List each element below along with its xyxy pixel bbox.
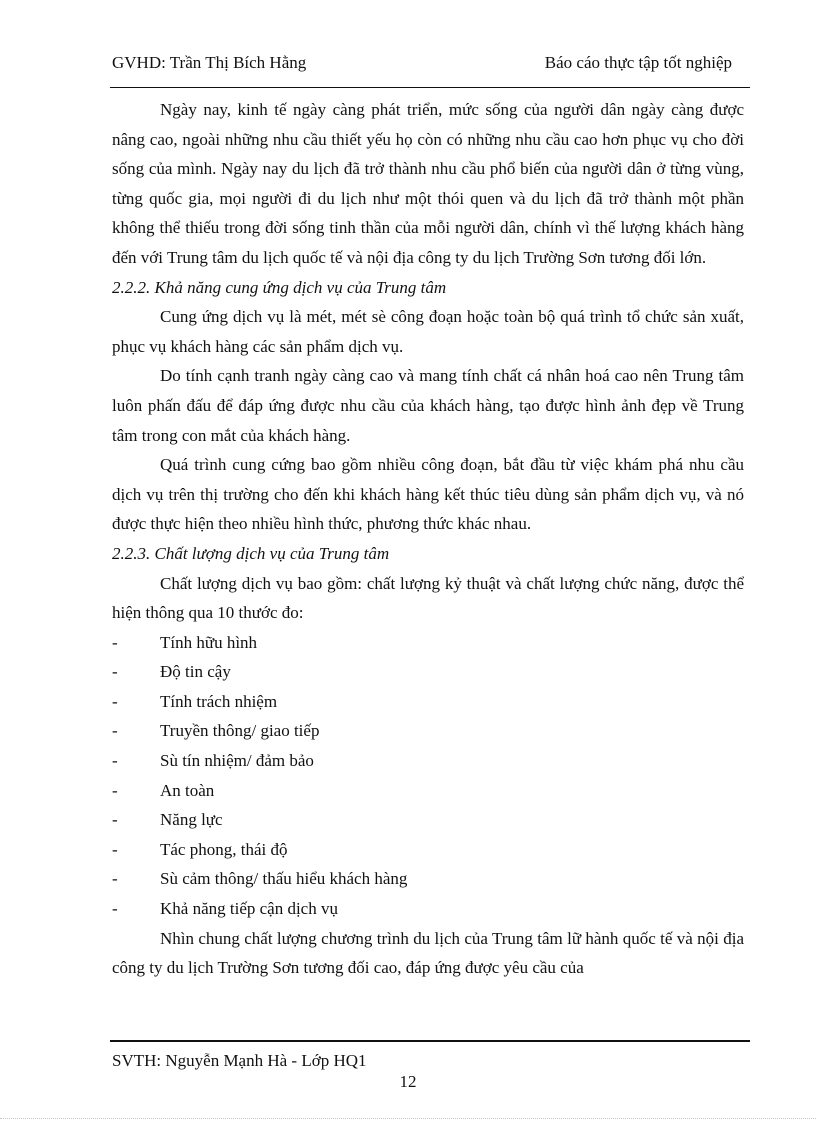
paragraph-intro: Ngày nay, kinh tế ngày càng phát triển, mức sống của người dân ngày càng được nâng cao, ngoài những nhu cầu thiết yếu họ còn có những nhu cầu cao hơn phục vụ cho đời sống của mình. Ngày nay du lịch đã trở thành nhu cầu phổ biến của người dân ở từng vùng, từng quốc gia, mọi người đi du lịch như một thói quen và du lịch đã trở thành một phần không thể thiếu trong đời sống tinh thần của mỗi người dân, chính vì thế lượng khách hàng đến với Trung tâm du lịch quốc tế và nội địa công ty du lịch Trường Sơn tương đối lớn. <box>112 100 744 267</box>
list-item: - Sù cảm thông/ thấu hiểu khách hàng <box>112 864 744 894</box>
list-item: - Năng lực <box>112 805 744 835</box>
section-heading-2-2-3: 2.2.3. Chất lượng dịch vụ của Trung tâm <box>112 543 390 563</box>
paragraph-summary: Nhìn chung chất lượng chương trình du lịch của Trung tâm lữ hành quốc tế và nội địa công ty du lịch Trường Sơn tương đối cao, đáp ứng được yêu cầu của <box>112 928 744 978</box>
paragraph-quality-intro: Chất lượng dịch vụ bao gồm: chất lượng kỷ thuật và chất lượng chức năng, được thể hiện thông qua 10 thước đo: <box>112 573 744 623</box>
dash-bullet-icon: - <box>112 899 118 919</box>
footer-student: SVTH: Nguyễn Mạnh Hà - Lớp HQ1 <box>112 1051 367 1070</box>
dash-bullet-icon: - <box>112 691 118 711</box>
paragraph-supply-process: Quá trình cung cứng bao gồm nhiều công đoạn, bắt đầu từ việc khám phá nhu cầu dịch vụ trên thị trường cho đến khi khách hàng kết thúc tiêu dùng sản phẩm dịch vụ, và nó được thực hiện theo nhiều hình thức, phương thức khác nhau. <box>112 455 744 534</box>
dash-bullet-icon: - <box>112 662 118 682</box>
list-item: - Khả năng tiếp cận dịch vụ <box>112 894 744 924</box>
list-item: - An toàn <box>112 776 744 806</box>
list-item: - Tính hữu hình <box>112 628 744 658</box>
page-bottom-dotted-edge <box>0 1118 816 1119</box>
dash-bullet-icon: - <box>112 869 118 889</box>
dash-bullet-icon: - <box>112 751 118 771</box>
list-item: - Tác phong, thái độ <box>112 835 744 865</box>
footer-divider <box>110 1040 750 1042</box>
list-item: - Độ tin cậy <box>112 657 744 687</box>
quality-measures-list <box>112 628 744 924</box>
document-body <box>112 95 744 983</box>
list-item: - Sù tín nhiệm/ đảm bảo <box>112 746 744 776</box>
dash-bullet-icon: - <box>112 810 118 830</box>
dash-bullet-icon: - <box>112 839 118 859</box>
list-item: - Tính trách nhiệm <box>112 687 744 717</box>
paragraph-supply-definition: Cung ứng dịch vụ là mét, mét sè công đoạn hoặc toàn bộ quá trình tổ chức sản xuất, phục vụ khách hàng các sản phẩm dịch vụ. <box>112 307 744 356</box>
header-divider <box>110 87 750 88</box>
dash-bullet-icon: - <box>112 721 118 741</box>
paragraph-competition: Do tính cạnh tranh ngày càng cao và mang tính chất cá nhân hoá cao nên Trung tâm luôn phấn đấu để đáp ứng được nhu cầu của khách hàng, tạo được hình ảnh đẹp về Trung tâm trong con mắt của khách hàng. <box>112 366 744 445</box>
header-supervisor: GVHD: Trần Thị Bích Hằng <box>112 53 307 72</box>
list-item: - Truyền thông/ giao tiếp <box>112 716 744 746</box>
section-heading-2-2-2: 2.2.2. Khả năng cung ứng dịch vụ của Trung tâm <box>112 277 447 297</box>
page-number: 12 <box>399 1072 417 1091</box>
dash-bullet-icon: - <box>112 632 118 652</box>
dash-bullet-icon: - <box>112 780 118 800</box>
header-report-title: Báo cáo thực tập tốt nghiệp <box>544 53 732 72</box>
